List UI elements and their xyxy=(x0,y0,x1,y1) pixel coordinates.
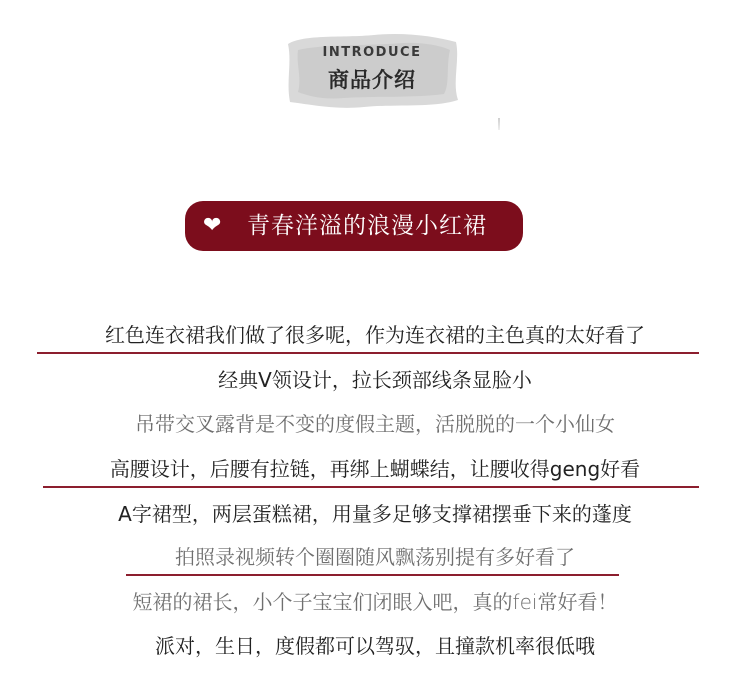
description-line-2 xyxy=(0,366,750,394)
feature-banner xyxy=(185,201,523,251)
section-title-cn: 商品介绍 xyxy=(328,68,416,92)
description-line-1 xyxy=(0,321,750,349)
description-text: 吊带交叉露背是不变的度假主题，活脱脱的一个小仙女 xyxy=(135,412,615,436)
description-line-3 xyxy=(0,410,750,438)
description-text: A字裙型，两层蛋糕裙，用量多足够支撑裙摆垂下来的蓬度 xyxy=(118,502,632,526)
description-text: 高腰设计，后腰有拉链，再绑上蝴蝶结，让腰收得geng好看 xyxy=(109,457,641,481)
description-line-6 xyxy=(0,543,750,571)
description-text: 拍照录视频转个圈圈随风飘荡别提有多好看了 xyxy=(175,545,575,569)
description-line-8 xyxy=(0,632,750,660)
description-text: 派对，生日，度假都可以驾驭，且撞款机率很低哦 xyxy=(155,634,595,658)
section-title-en: INTRODUCE xyxy=(322,45,422,60)
description-line-5 xyxy=(0,500,750,528)
feature-banner-text: 青春洋溢的浪漫小红裙 xyxy=(247,213,487,239)
line-underline xyxy=(43,486,699,488)
description-line-4 xyxy=(0,455,750,483)
description-text: 经典V领设计，拉长颈部线条显脸小 xyxy=(218,368,532,392)
description-text: 短裙的裙长，小个子宝宝们闭眼入吧，真的fei常好看！ xyxy=(132,590,618,614)
heart-icon: ❤ xyxy=(203,213,222,238)
description-line-7 xyxy=(0,588,750,616)
section-header xyxy=(284,30,460,110)
line-underline xyxy=(126,574,619,576)
line-underline xyxy=(37,352,699,354)
decorative-speck xyxy=(498,118,500,130)
description-text: 红色连衣裙我们做了很多呢，作为连衣裙的主色真的太好看了 xyxy=(105,323,645,347)
